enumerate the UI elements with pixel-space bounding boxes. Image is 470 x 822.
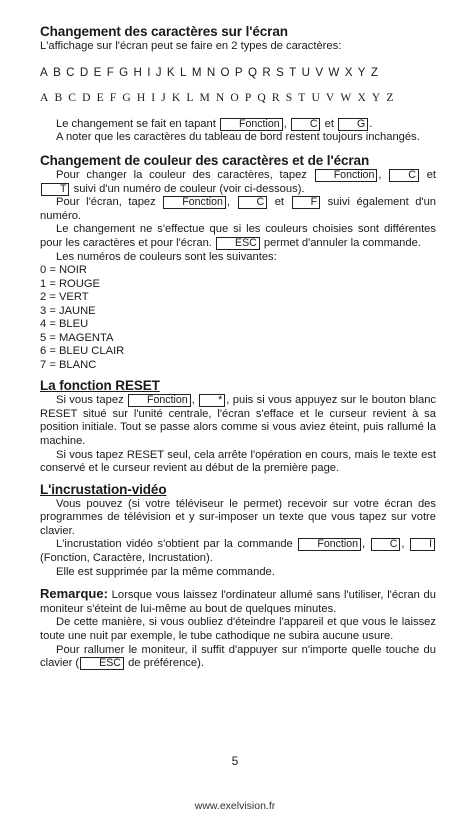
- colors-paragraph-3: Le changement ne s'effectue que si les couleurs choisies sont différentes pour les caractères et pour l'écran. ESC permet d'annuler la commande.: [40, 223, 436, 249]
- remark-label: Remarque:: [40, 586, 108, 602]
- colors-paragraph-1: Pour changer la couleur des caractères, tapez Fonction , C et T suivi d'un numéro de couleur (voir ci-dessous).: [40, 169, 436, 196]
- key-fonction: Fonction: [315, 169, 378, 182]
- section-title-characters: Changement des caractères sur l'écran: [40, 24, 288, 39]
- list-item: 1 = ROUGE: [40, 277, 100, 290]
- list-item: 2 = VERT: [40, 291, 89, 304]
- key-fonction: Fonction: [220, 118, 283, 131]
- key-i: I: [410, 538, 435, 551]
- key-fonction: Fonction: [298, 538, 361, 551]
- remark-paragraph-2: De cette manière, si vous oubliez d'éteindre l'appareil et que vous le laissez toute une nuit par exemple, le tube cathodique ne subira aucune usure.: [40, 616, 436, 643]
- key-c: C: [238, 196, 268, 209]
- list-item: 5 = MAGENTA: [40, 331, 114, 344]
- remark-paragraph-1: Remarque: Lorsque vous laissez l'ordinateur allumé sans l'utiliser, l'écran du moniteur s'éteint de lui-même au bout de quelques minutes.: [40, 586, 436, 615]
- key-star: *: [199, 394, 225, 407]
- key-c: C: [291, 118, 321, 131]
- page-number: 5: [231, 754, 239, 768]
- list-item: 6 = BLEU CLAIR: [40, 345, 125, 358]
- list-item: 3 = JAUNE: [40, 304, 96, 317]
- alphabet-sans: ABCDEFGHIJKLMNOPQRSTUVWXYZ: [40, 65, 384, 79]
- document-page: [40, 24, 436, 671]
- list-item: 4 = BLEU: [40, 318, 89, 331]
- site-footer: www.exelvision.fr: [194, 800, 276, 812]
- key-esc: ESC: [216, 237, 260, 250]
- key-c: C: [371, 538, 401, 551]
- key-f: F: [292, 196, 320, 209]
- key-fonction: Fonction: [128, 394, 191, 407]
- alphabet-serif: ABCDEFGHIJKLMNOPQRSTUVWXYZ: [40, 91, 400, 105]
- video-paragraph-3: Elle est supprimée par la même commande.: [56, 565, 275, 578]
- colors-paragraph-2: Pour l'écran, tapez Fonction , C et F suivi également d'un numéro.: [40, 196, 437, 222]
- characters-intro: L'affichage sur l'écran peut se faire en 2 types de caractères:: [40, 40, 342, 52]
- list-item: 7 = BLANC: [40, 358, 97, 371]
- video-paragraph-2: L'incrustation vidéo s'obtient par la commande Fonction , C , I (Fonction, Caractère, Incrustation).: [40, 538, 436, 565]
- video-paragraph-1: Vous pouvez (si votre téléviseur le permet) recevoir sur votre écran des programmes de télévision et y sur-imposer un texte que vous tapez sur votre clavier.: [40, 497, 436, 537]
- characters-note-paragraph: A noter que les caractères du tableau de bord restent toujours inchangés.: [56, 131, 420, 144]
- section-title-colors: Changement de couleur des caractères et de l'écran: [40, 152, 370, 168]
- reset-paragraph-2: Si vous tapez RESET seul, cela arrête l'opération en cours, mais le texte est conservé et le curseur revient au début de la première page.: [40, 448, 436, 475]
- key-g: G: [338, 118, 368, 131]
- key-t: T: [41, 183, 69, 196]
- key-esc: ESC: [80, 657, 124, 670]
- section-title-reset: La fonction RESET: [40, 378, 160, 394]
- color-number-list: [40, 264, 436, 372]
- key-fonction: Fonction: [163, 196, 226, 209]
- remark-paragraph-3: Pour rallumer le moniteur, il suffit d'appuyer sur n'importe quelle touche du clavier ( ESC de préférence).: [40, 643, 436, 670]
- section-title-video: L'incrustation-vidéo: [40, 481, 167, 497]
- list-item: 0 = NOIR: [40, 264, 87, 277]
- reset-paragraph-1: Si vous tapez Fonction , * , puis si vous appuyez sur le bouton blanc RESET situé sur l'unité centrale, l'écran s'efface et le curseur revient à sa position initiale. Tout se passe alors comme si vous aviez éteint, puis rallumé la machine.: [40, 394, 437, 447]
- characters-change-paragraph: Le changement se fait en tapant Fonction , C et G .: [56, 117, 373, 130]
- key-c: C: [389, 169, 419, 182]
- colors-list-intro: Les numéros de couleurs sont les suivantes:: [56, 250, 277, 263]
